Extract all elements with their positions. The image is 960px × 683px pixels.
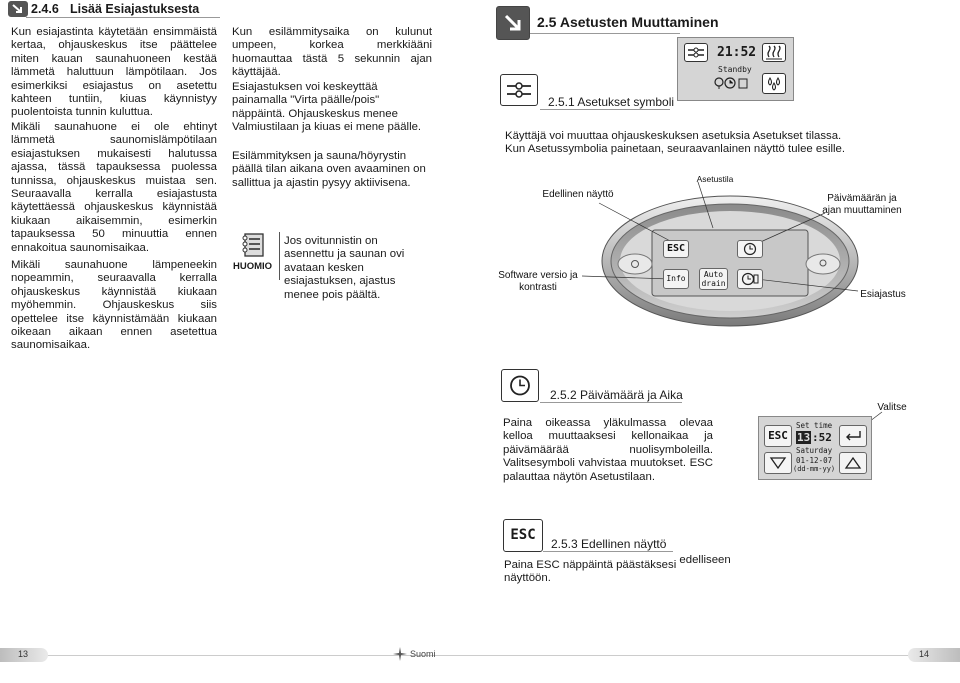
- lcd-status: Standby: [718, 65, 752, 74]
- set-minute: :52: [812, 431, 832, 444]
- title-underline-25: [530, 33, 680, 34]
- note-box: [229, 232, 279, 276]
- date-time-button[interactable]: [737, 240, 763, 258]
- set-time-title: Set time: [796, 421, 833, 430]
- section-arrow-icon: [8, 1, 28, 17]
- footer-language: [392, 646, 452, 664]
- callout-date-time: Päivämäärän ja ajan muuttaminen: [822, 193, 902, 216]
- title-underline: [26, 17, 220, 18]
- auto-drain-label-1: Auto: [703, 270, 724, 279]
- language-label: Suomi: [410, 649, 436, 659]
- title-underline-252: [540, 402, 682, 403]
- note-label: HUOMIO: [233, 261, 273, 272]
- section-251-title: 2.5.1 Asetukset symboli: [548, 95, 675, 109]
- left-paragraph-2: Mikäli saunahuone ei ole ehtinyt lämmetä saunomislämpötilaan esiajastuksen mukaisesti halutussa ajassa, tässä tapauksessa puolessa tunnissa, ohjauskeskus muistaa sen. Seuraavalla kerralla esiajastusta käytettäessä ohjauskeskus käynnistää kiukaan aikaisemmin, esimerkin tapauksessa 50 minuuttia ennen ennakoitua saunomisaikaa.: [11, 121, 217, 254]
- page-number-left: [0, 648, 48, 662]
- set-esc-label: ESC: [768, 429, 788, 442]
- note-text: Jos ovitunnistin on asennettu ja saunan ovi avataan kesken esiajastuksen, ajastus menee pois päältä.: [284, 235, 405, 301]
- section-title: Lisää Esiajastuksesta: [70, 2, 200, 16]
- set-day: Saturday: [796, 446, 833, 455]
- steam-drops-icon: [762, 73, 786, 94]
- lcd-time: 21:52: [717, 45, 757, 60]
- clock-icon: [738, 241, 762, 257]
- note-divider: [279, 232, 280, 280]
- s253-text-end: näyttöön.: [504, 572, 551, 585]
- enter-arrow-icon: [840, 426, 866, 446]
- triangle-down-icon: [765, 453, 791, 473]
- section-252-text: Paina oikeassa yläkulmassa olevaa kelloa muuttaaksesi kellonaikaa ja päivämäärää nuolisymboleilla. Valitsesymboli vahvistaa muutokset. ESC palauttaa näytön Asetustilaan.: [503, 417, 713, 483]
- star-logo-icon: [392, 646, 408, 662]
- preset-clock-icon: [738, 270, 762, 288]
- lcd-bottom-icons: [714, 76, 762, 90]
- date-time-badge: [501, 369, 539, 402]
- arrow-down-button[interactable]: [764, 452, 792, 474]
- triangle-up-icon: [840, 453, 866, 473]
- esc-button-label: ESC: [666, 243, 686, 254]
- section-252-title: 2.5.2 Päivämäärä ja Aika: [550, 388, 683, 402]
- title-underline-253: [543, 551, 673, 552]
- callout-software: Software versio ja kontrasti: [498, 270, 578, 293]
- auto-drain-button[interactable]: [699, 268, 728, 290]
- section-253-title: 2.5.3 Edellinen näyttö: [551, 537, 667, 551]
- callout-preset: Esiajastus: [860, 289, 906, 300]
- s253-text-main: Paina ESC näppäintä päästäksesi: [504, 559, 677, 571]
- page-right-label: 14: [919, 649, 930, 659]
- auto-drain-label-2: drain: [701, 279, 726, 288]
- left-paragraph-3: Mikäli saunahuone lämpeneekin nopeammin, seuraavalla kerralla ohjauskeskus käynnistää kiukaan myöhemmin. Ohjauskeskus siis opettelee itse käynnistämään kiukaan oikeaan aikaan ennen asetettua saunomisaikaa.: [11, 259, 217, 352]
- info-button-label: Info: [666, 274, 686, 283]
- section-arrow-badge: [496, 6, 530, 40]
- arrow-up-button[interactable]: [839, 452, 867, 474]
- sauna-heat-icon: [762, 43, 786, 62]
- esc-button[interactable]: [663, 240, 689, 258]
- footer-rule: [0, 655, 960, 656]
- page-left-label: 13: [18, 649, 29, 659]
- settings-symbol-icon: [684, 43, 708, 62]
- set-date: 01-12-07: [796, 456, 833, 465]
- page-number-right: [908, 648, 960, 662]
- confirm-button[interactable]: [839, 425, 867, 447]
- middle-paragraph-2: Esiajastuksen voi keskeyttää painamalla "Virta päälle/pois" näppäintä. Ohjauskeskus menee Valmiustilaan ja kiuas ei mene päälle.: [232, 81, 422, 134]
- set-time-screen: [758, 416, 872, 480]
- info-button[interactable]: [663, 269, 689, 289]
- callout-asetustila: Asetustila: [696, 174, 734, 184]
- callout-valitse: Valitse: [877, 402, 907, 413]
- lcd-standby-screen: [677, 37, 794, 101]
- set-hour: 13: [797, 431, 811, 444]
- esc-badge-label: ESC: [510, 527, 536, 543]
- section-header-246: [8, 0, 220, 20]
- notebook-icon: [240, 232, 266, 258]
- controller-diagram: [580, 178, 880, 330]
- section-251-text: Käyttäjä voi muuttaa ohjauskeskuksen asetuksia Asetukset tilassa. Kun Asetussymbolia painetaan, seuraavanlainen näyttö tulee esille.: [505, 130, 846, 156]
- callout-prev-screen: Edellinen näyttö: [542, 189, 614, 200]
- section-253-text: [504, 554, 734, 586]
- s253-text-raised: edelliseen: [679, 554, 731, 566]
- section-number: 2.4.6: [31, 2, 59, 16]
- left-paragraph-1: Kun esiajastinta käytetään ensimmäistä kertaa, ohjauskeskus itse päättelee miten kauan saunahuoneen kestää lämmetä haluttuun lämpötilaan. Jos esimerkiksi esiajastus on asetettu kahteen tuntiin, kiuas käynnistyy puolentoista tunnin kuluttua.: [11, 26, 217, 119]
- middle-paragraph-3: Esilämmityksen ja sauna/höyrystin päällä tilan aikana oven avaaminen on sallittua ja ajastin pysyy aktiivisena.: [232, 150, 426, 189]
- preset-button[interactable]: [737, 269, 763, 289]
- set-date-format: (dd-mm-yy): [793, 465, 836, 473]
- set-esc-button[interactable]: [764, 425, 792, 447]
- middle-paragraph-1: Kun esilämmitysaika on kulunut umpeen, korkea merkkiääni huomauttaa tästä 5 sekunnin ajan käyttäjää.: [232, 26, 432, 79]
- title-underline-251: [540, 109, 670, 110]
- section-25-title: 2.5 Asetusten Muuttaminen: [537, 14, 719, 30]
- settings-symbol-badge: [500, 74, 538, 106]
- esc-badge: [503, 519, 543, 552]
